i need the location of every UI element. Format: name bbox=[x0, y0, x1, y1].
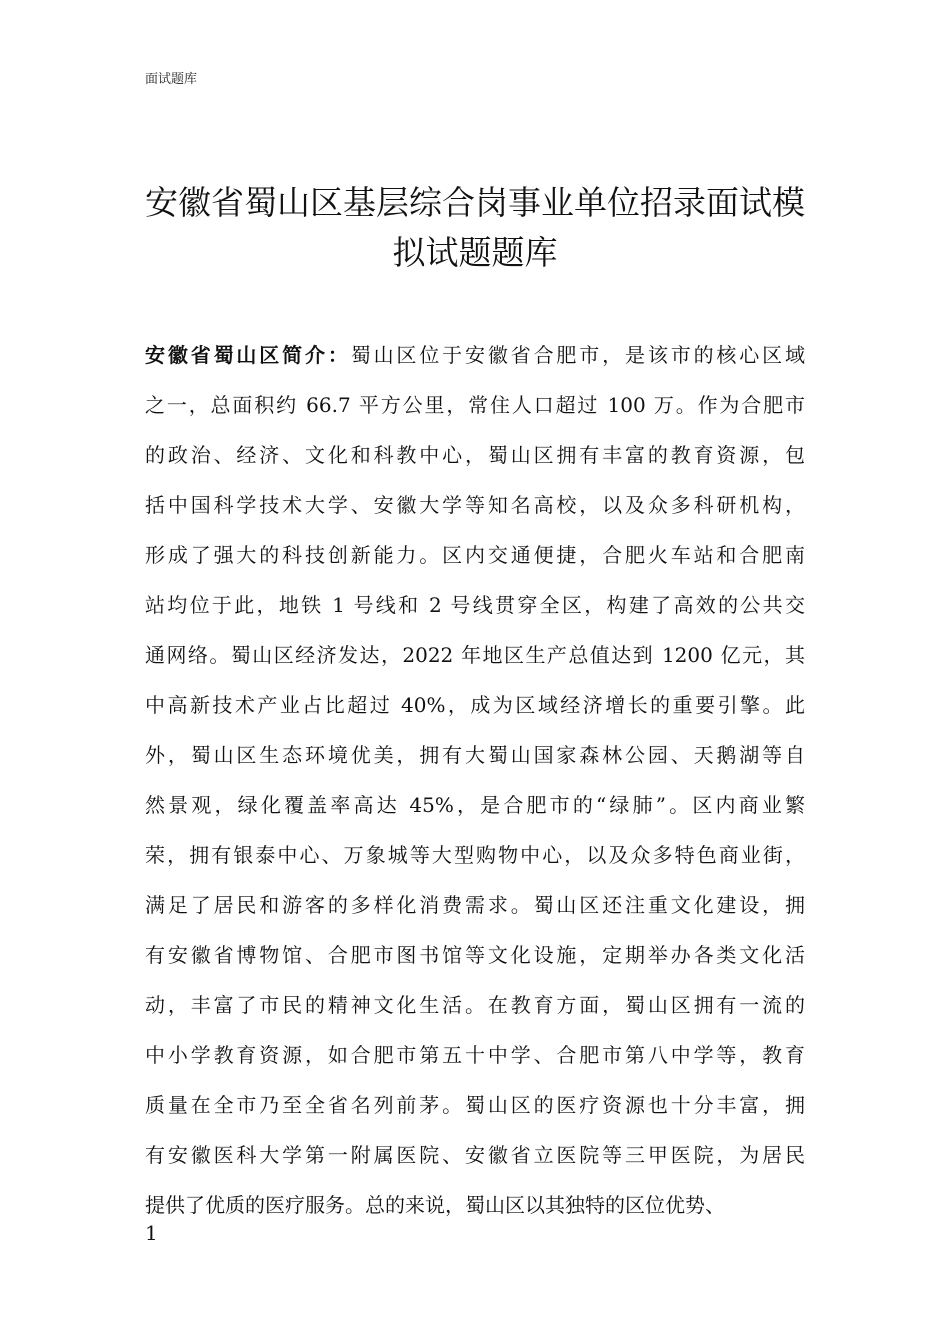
intro-line: 提供了优质的医疗服务。总的来说，蜀山区以其独特的区位优势、 bbox=[145, 1193, 725, 1217]
title-line-2: 拟试题题库 bbox=[392, 233, 558, 272]
intro-line: 动，丰富了市民的精神文化生活。在教育方面，蜀山区拥有一流的 bbox=[145, 993, 805, 1017]
intro-line: 中小学教育资源，如合肥市第五十中学、合肥市第八中学等，教育 bbox=[145, 1043, 805, 1067]
intro-lead: 安徽省蜀山区简介： bbox=[145, 343, 351, 367]
intro-line: 站均位于此，地铁 1 号线和 2 号线贯穿全区，构建了高效的公共交 bbox=[145, 593, 805, 617]
intro-line: 荣，拥有银泰中心、万象城等大型购物中心，以及众多特色商业街， bbox=[145, 843, 805, 867]
intro-line: 有安徽省博物馆、合肥市图书馆等文化设施，定期举办各类文化活 bbox=[145, 943, 805, 967]
intro-line: 之一，总面积约 66.7 平方公里，常住人口超过 100 万。作为合肥市 bbox=[145, 393, 805, 417]
intro-line: 质量在全市乃至全省名列前茅。蜀山区的医疗资源也十分丰富，拥 bbox=[145, 1093, 805, 1117]
intro-paragraph bbox=[145, 330, 805, 1230]
intro-line: 满足了居民和游客的多样化消费需求。蜀山区还注重文化建设，拥 bbox=[145, 893, 805, 917]
title-line-1: 安徽省蜀山区基层综合岗事业单位招录面试模 bbox=[145, 183, 805, 222]
intro-line bbox=[145, 330, 805, 380]
running-header: 面试题库 bbox=[145, 72, 198, 87]
intro-line: 外，蜀山区生态环境优美，拥有大蜀山国家森林公园、天鹅湖等自 bbox=[145, 743, 805, 767]
intro-line-text: 蜀山区位于安徽省合肥市，是该市的核心区域 bbox=[350, 343, 806, 367]
intro-line: 然景观，绿化覆盖率高达 45%，是合肥市的“绿肺”。区内商业繁 bbox=[145, 793, 805, 817]
page-number: 1 bbox=[145, 1221, 158, 1245]
intro-line: 的政治、经济、文化和科教中心，蜀山区拥有丰富的教育资源，包 bbox=[145, 443, 805, 467]
intro-line: 形成了强大的科技创新能力。区内交通便捷，合肥火车站和合肥南 bbox=[145, 543, 805, 567]
intro-line: 有安徽医科大学第一附属医院、安徽省立医院等三甲医院，为居民 bbox=[145, 1143, 805, 1167]
intro-line: 中高新技术产业占比超过 40%，成为区域经济增长的重要引擎。此 bbox=[145, 693, 805, 717]
intro-line: 括中国科学技术大学、安徽大学等知名高校，以及众多科研机构， bbox=[145, 493, 805, 517]
document-title bbox=[120, 178, 830, 278]
intro-line: 通网络。蜀山区经济发达，2022 年地区生产总值达到 1200 亿元，其 bbox=[145, 643, 805, 667]
